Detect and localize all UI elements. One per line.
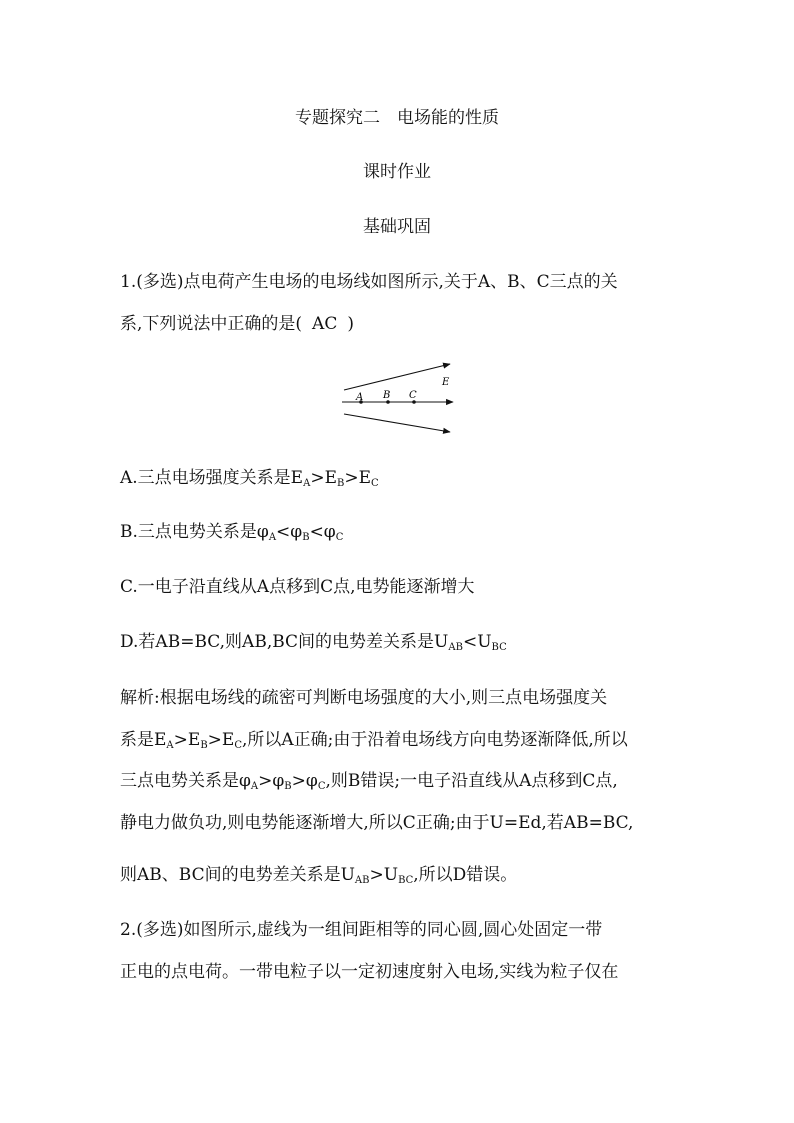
label-c: C [409,390,417,401]
option-a: A.三点电场强度关系是$E_A>E_B>E_C$ [120,468,379,489]
q1-answer: AC [312,314,338,334]
q2-line1: 2.(多选)如图所示,虚线为一组间距相等的同心圆,圆心处固定一带 [120,920,603,940]
analysis-line5: 则AB、BC间的电势差关系是$U_{AB}>U_{BC}$,所以D错误。 [120,865,518,886]
analysis-line4: 静电力做负功,则电势能逐渐增大,所以C正确;由于U=Ed,若AB=BC, [120,813,634,833]
section-heading: 基础巩固 [363,217,431,237]
field-line-bottom [344,414,450,432]
q1-field-line-figure [336,358,460,440]
page-title: 专题探究二 电场能的性质 [295,108,499,128]
label-e: E [442,377,450,388]
option-b: B.三点电势关系是$\varphi_A<\varphi_B<\varphi_C$ [120,522,344,543]
analysis-line2: 系是$E_A>E_B>E_C$,所以A正确;由于沿着电场线方向电势逐渐降低,所以 [120,730,628,751]
analysis-line1: 解析:根据电场线的疏密可判断电场强度的大小,则三点电场强度关 [120,688,608,708]
analysis-line3: 三点电势关系是$\varphi_A>\varphi_B>\varphi_C$,则B错误;一电子沿直线从A点移到C点, [120,771,618,792]
label-a: A [356,392,364,403]
option-d: D.若AB=BC,则AB,BC间的电势差关系是$U_{AB}<U_{BC}$ [120,632,507,653]
field-line-top [344,364,450,390]
q2-line2: 正电的点电荷。一带电粒子以一定初速度射入电场,实线为粒子仅在 [120,962,619,982]
q1-stem-text: 系,下列说法中正确的是( [120,314,303,334]
q1-stem-line1: 1.(多选)点电荷产生电场的电场线如图所示,关于A、B、C三点的关 [120,272,618,292]
label-b: B [383,390,391,401]
q1-stem-close: ) [347,314,354,334]
option-c: C.一电子沿直线从A点移到C点,电势能逐渐增大 [120,577,475,597]
page-subtitle: 课时作业 [363,162,431,182]
q1-stem-line2 [120,312,354,336]
